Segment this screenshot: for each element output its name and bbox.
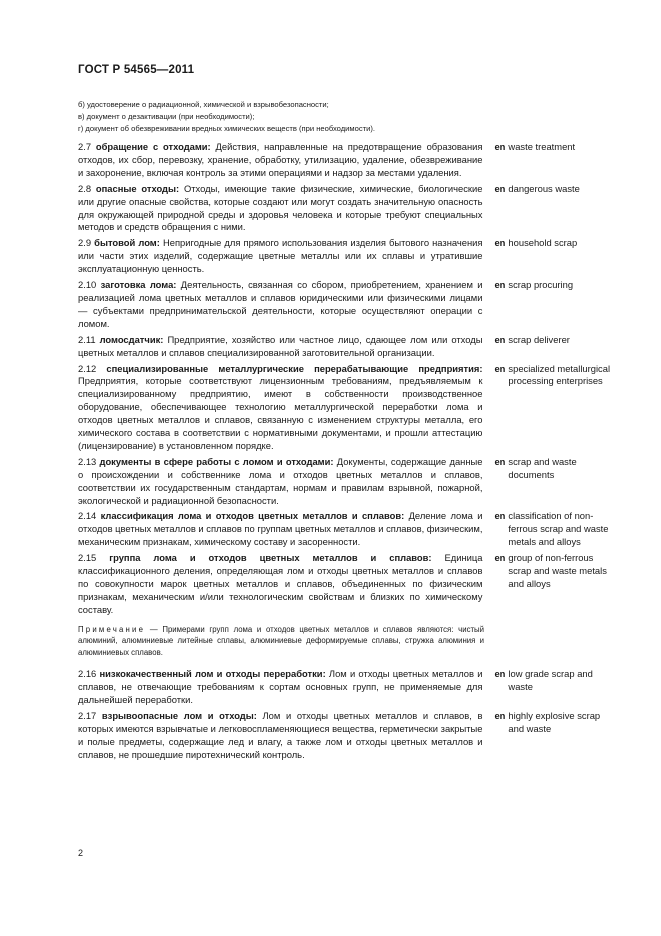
term-definition: [78, 334, 482, 360]
note-text: — Примерами групп лома и отходов цветных металлов и сплавов являются: чистый алюминий, алюминиевые литейные сплавы, алюминиевые деформируемые сплавы, стружка алюминия и алюминиевых сплавов.: [78, 624, 484, 657]
note-block: [78, 624, 484, 659]
term-number: 2.15: [78, 552, 97, 564]
term-2-12: [78, 363, 618, 453]
term-definition: [78, 183, 482, 235]
en-tag: en: [494, 279, 506, 291]
term-title: ломосдатчик:: [99, 333, 164, 345]
en-equivalent: group of non-ferrous scrap and waste metals and alloys: [508, 552, 607, 589]
term-title: документы в сфере работы с ломом и отходами:: [99, 455, 334, 467]
term-text: Лом и отходы цветных металлов и сплавов, не отвечающие требованиям к сортам основных групп, не применяемые для дальнейшей переработки.: [78, 668, 483, 706]
en-tag: en: [494, 141, 506, 152]
term-english: [494, 710, 618, 736]
term-number: 2.7: [78, 141, 92, 152]
term-title: низкокачественный лом и отходы переработки:: [99, 668, 326, 680]
intro-item: в) документ о дезактивации (при необходимости);: [78, 112, 255, 121]
term-2-13: [78, 456, 618, 508]
term-english: [494, 668, 618, 694]
en-equivalent: classification of non-ferrous scrap and waste metals and alloys: [508, 510, 609, 548]
term-english: [494, 279, 618, 292]
en-tag: en: [494, 510, 506, 522]
intro-item: г) документ об обезвреживании вредных химических веществ (при необходимости).: [78, 124, 376, 133]
term-text: Действия, направленные на предотвращение образования отходов, их сбор, перевозку, хранение, обработку, утилизацию, удаление, обезвреживание и захоронение, включая контроль за этими операциями и надзор за местами удаления.: [78, 141, 483, 178]
term-text: Непригодные для прямого использования изделия бытового назначения или части этих изделий, содержащие цветные металлы или их сплавы и утратившие эксплуатационную ценность.: [78, 237, 483, 275]
term-text: Лом и отходы цветных металлов и сплавов, в которых имеются взрывчатые и легковоспламеняющиеся вещества, герметически закрытые и полые предметы, содержащие лед и влагу, а также лом и отходы цветных металлов и сплавов, не прошедшие пиротехнический контроль.: [78, 709, 483, 760]
term-english: [494, 183, 618, 196]
en-equivalent: scrap procuring: [508, 279, 574, 291]
term-title: обращение с отходами:: [95, 141, 211, 152]
term-2-16: [78, 668, 618, 707]
page-number: 2: [78, 848, 84, 858]
en-equivalent: scrap deliverer: [508, 333, 570, 345]
term-english: [494, 334, 618, 347]
en-equivalent: dangerous waste: [508, 182, 580, 194]
term-title: группа лома и отходов цветных металлов и сплавов:: [109, 552, 432, 564]
term-number: 2.16: [78, 668, 97, 680]
term-definition: [78, 456, 482, 508]
term-text: Деятельность, связанная со сбором, приобретением, хранением и реализацией лома цветных металлов и сплавов юридическими или физическими лицами — субъектами предпринимательской деятельности, которые осуществляют операции с ломом.: [78, 279, 483, 329]
en-equivalent: household scrap: [508, 237, 578, 249]
term-english: [494, 552, 618, 591]
term-number: 2.8: [78, 182, 92, 194]
intro-list: [78, 99, 558, 135]
en-tag: en: [494, 709, 506, 721]
term-english: [494, 510, 618, 549]
term-number: 2.17: [78, 709, 97, 721]
term-number: 2.12: [78, 362, 97, 374]
term-title: опасные отходы:: [95, 182, 180, 194]
en-tag: en: [494, 455, 506, 467]
term-text: Предприятие, хозяйство или частное лицо, сдающее лом или отходы цветных металлов и сплавов специализированной заготовительной организации.: [78, 333, 483, 358]
en-tag: en: [494, 552, 506, 564]
intro-item: б) удостоверение о радиационной, химической и взрывобезопасности;: [78, 100, 329, 109]
term-text: Документы, содержащие данные о происхождении и собственнике лома и отходов цветных металлов и сплавов, соответствии их государственным стандартам, нормам и правилам взрывной, пожарной, экологической и радиационной безопасности.: [78, 455, 483, 506]
en-tag: en: [494, 362, 506, 374]
term-2-17: [78, 710, 618, 762]
terms-list: [78, 141, 618, 765]
term-definition: [78, 279, 482, 331]
term-english: [494, 141, 618, 154]
term-definition: [78, 668, 482, 707]
en-equivalent: highly explosive scrap and waste: [508, 709, 601, 734]
term-2-9: [78, 237, 618, 276]
term-2-7: [78, 141, 618, 180]
term-definition: [78, 363, 482, 453]
term-number: 2.11: [78, 333, 96, 345]
term-text: Отходы, имеющие такие физические, химические, биологические или другие опасные свойства, которые создают или могут создать значительную опасность для окружающей природной среды и здоровья человека и которые требуют специальных методов и средств обращения с ними.: [78, 182, 483, 233]
term-title: бытовой лом:: [94, 237, 160, 249]
term-english: [494, 237, 618, 250]
term-text: Единица классификационного деления, определяющая лом и отходы цветных металлов и сплавов по совокупности марок цветных металлов и сплавов, объединенных по физическим признакам, механическим и/или технологическим свойствам и близких по химическому составу.: [78, 552, 483, 615]
term-title: заготовка лома:: [100, 279, 177, 291]
term-title: классификация лома и отходов цветных металлов и сплавов:: [100, 510, 405, 522]
term-title: взрывоопасные лом и отходы:: [101, 709, 257, 721]
term-definition: [78, 510, 482, 549]
term-2-14: [78, 510, 618, 549]
term-title: специализированные металлургические перерабатывающие предприятия:: [106, 362, 483, 374]
en-tag: en: [494, 668, 506, 680]
term-english: [494, 363, 618, 389]
term-2-10: [78, 279, 618, 331]
term-number: 2.13: [78, 455, 97, 467]
term-english: [494, 456, 618, 482]
term-definition: [78, 710, 482, 762]
en-equivalent: scrap and waste documents: [508, 455, 577, 480]
term-number: 2.9: [78, 237, 92, 249]
term-definition: [78, 141, 482, 180]
en-tag: en: [494, 182, 506, 194]
term-text: Деление лома и отходов цветных металлов и сплавов по группам цветных металлов и сплавов, физическим, механическим признакам, химическому составу и засоренности.: [78, 510, 483, 548]
term-2-11: [78, 334, 618, 360]
term-2-8: [78, 183, 618, 235]
en-equivalent: low grade scrap and waste: [508, 668, 593, 693]
en-tag: en: [494, 237, 506, 249]
en-equivalent: waste treatment: [508, 141, 576, 152]
term-2-15: [78, 552, 618, 617]
term-text: Предприятия, которые соответствуют лицензионным требованиям, предъявляемым к специализированному предприятию, имеют в собственности производственное оборудование, обеспечивающее технологию металлургической переработки лома и отходов цветных металлов и сплавов, связанную с изменением структуры металла, его химического состава в соответствии с нормативными документами, и прошли аттестацию (лицензирование) в установленном порядке.: [78, 375, 483, 451]
note-label: Примечание: [78, 624, 146, 634]
en-equivalent: specialized metallurgical processing enterprises: [508, 362, 611, 387]
en-tag: en: [494, 333, 506, 345]
term-number: 2.14: [78, 510, 97, 522]
standard-header: ГОСТ Р 54565—2011: [78, 64, 195, 76]
term-number: 2.10: [78, 279, 97, 291]
term-definition: [78, 237, 482, 276]
term-definition: [78, 552, 482, 617]
